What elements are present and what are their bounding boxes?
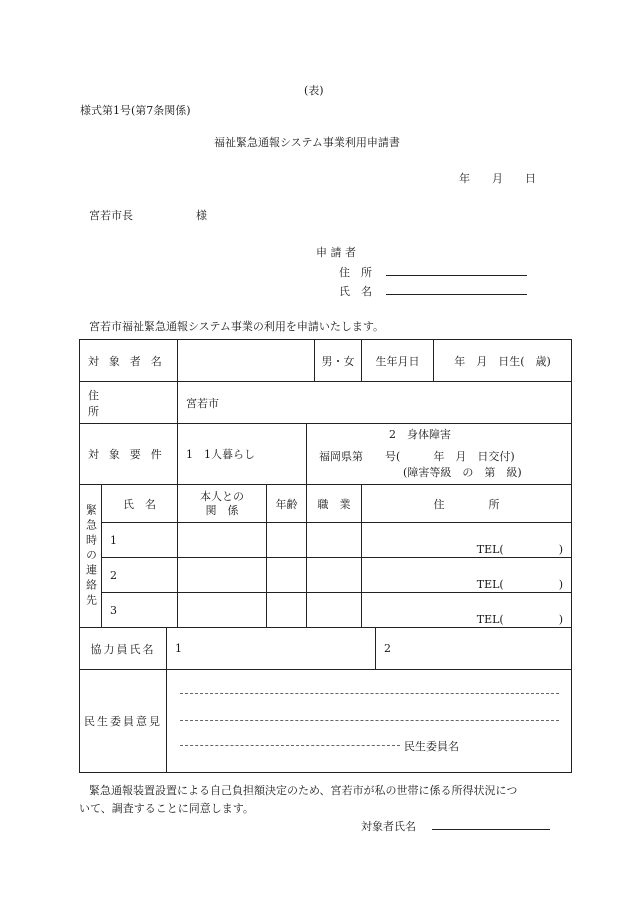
welfare-opinion-field[interactable] (167, 670, 572, 773)
subject-name-field[interactable] (178, 340, 315, 382)
welfare-row (80, 670, 572, 773)
contact-1-relation[interactable] (178, 523, 267, 558)
document-title: 福祉緊急通報システム事業利用申請書 (214, 136, 400, 149)
contact-3-age[interactable] (267, 593, 307, 628)
contact-3-address[interactable]: TEL( ) (362, 593, 572, 628)
form-number: 様式第1号(第7条関係) (80, 104, 191, 117)
applicant-address-label: 住 所 (339, 266, 372, 279)
cooperator-1-field[interactable]: 1 (167, 628, 376, 670)
addressee: 宮若市長 (89, 209, 133, 222)
applicant-name-line[interactable] (386, 294, 527, 295)
contact-row (80, 523, 572, 558)
page-side-label: (表) (304, 84, 324, 97)
contact-2-job[interactable] (307, 558, 362, 593)
opinion-line-1 (180, 693, 559, 694)
subject-name-label-cell: 対象者名 (80, 340, 178, 382)
contact-2-name[interactable]: 2 (102, 558, 178, 593)
opinion-line-2 (180, 720, 559, 721)
contact-3-job[interactable] (307, 593, 362, 628)
signer-label: 対象者氏名 (361, 820, 416, 833)
contact-2-age[interactable] (267, 558, 307, 593)
consent-text-line2: いて、調査することに同意します。 (79, 802, 254, 815)
contact-1-name[interactable]: 1 (102, 523, 178, 558)
contact-2-address[interactable]: TEL( ) (362, 558, 572, 593)
signer-name-line[interactable] (432, 829, 550, 830)
welfare-commissioner-label: 民生委員名 (404, 740, 459, 753)
cooperator-label: 協力員氏名 (80, 628, 167, 670)
welfare-label: 民生委員意見 (80, 670, 167, 773)
addressee-honorific: 様 (196, 209, 207, 222)
emergency-header-row (80, 485, 572, 523)
gender-field[interactable]: 男・女 (315, 340, 362, 382)
address-label-cell: 住所 (80, 382, 178, 424)
requirement-option-1[interactable]: 1 1人暮らし (178, 424, 307, 485)
emergency-contact-label: 緊急時の連絡先 (80, 485, 102, 628)
contact-3-name[interactable]: 3 (102, 593, 178, 628)
address-field[interactable]: 宮若市 (178, 382, 572, 424)
consent-text-line1: 緊急通報装置設置による自己負担額決定のため、宮若市が私の世帯に係る所得状況につ (89, 784, 518, 797)
applicant-address-line[interactable] (386, 275, 527, 276)
address-row (80, 382, 572, 424)
applicant-label: 申 請 者 (316, 246, 356, 259)
col-address-header: 住 所 (362, 485, 572, 523)
col-name-header: 氏 名 (102, 485, 178, 523)
col-job-header: 職 業 (307, 485, 362, 523)
cooperator-row (80, 628, 572, 670)
contact-3-relation[interactable] (178, 593, 267, 628)
intro-text: 宮若市福祉緊急通報システム事業の利用を申請いたします。 (89, 320, 385, 333)
birth-field[interactable]: 年 月 日生( 歳) (434, 340, 572, 382)
disability-label: 2 身体障害 (389, 428, 452, 441)
cooperator-2-field[interactable]: 2 (376, 628, 572, 670)
disability-grade: (障害等級 の 第 級) (403, 466, 522, 479)
contact-1-job[interactable] (307, 523, 362, 558)
application-table (79, 339, 572, 773)
contact-1-address[interactable]: TEL( ) (362, 523, 572, 558)
col-relation-header: 本人との 関 係 (178, 485, 267, 523)
subject-row (80, 340, 572, 382)
contact-1-age[interactable] (267, 523, 307, 558)
application-date: 年 月 日 (459, 172, 536, 185)
col-age-header: 年齢 (267, 485, 307, 523)
applicant-name-label: 氏 名 (339, 285, 372, 298)
requirement-label-cell: 対象要件 (80, 424, 178, 485)
opinion-line-3 (180, 745, 400, 746)
birth-label: 生年月日 (362, 340, 434, 382)
requirement-option-2[interactable] (307, 424, 572, 485)
contact-row (80, 593, 572, 628)
requirement-row (80, 424, 572, 485)
disability-certificate: 福岡県第 号( 年 月 日交付) (319, 450, 515, 463)
contact-2-relation[interactable] (178, 558, 267, 593)
contact-row (80, 558, 572, 593)
